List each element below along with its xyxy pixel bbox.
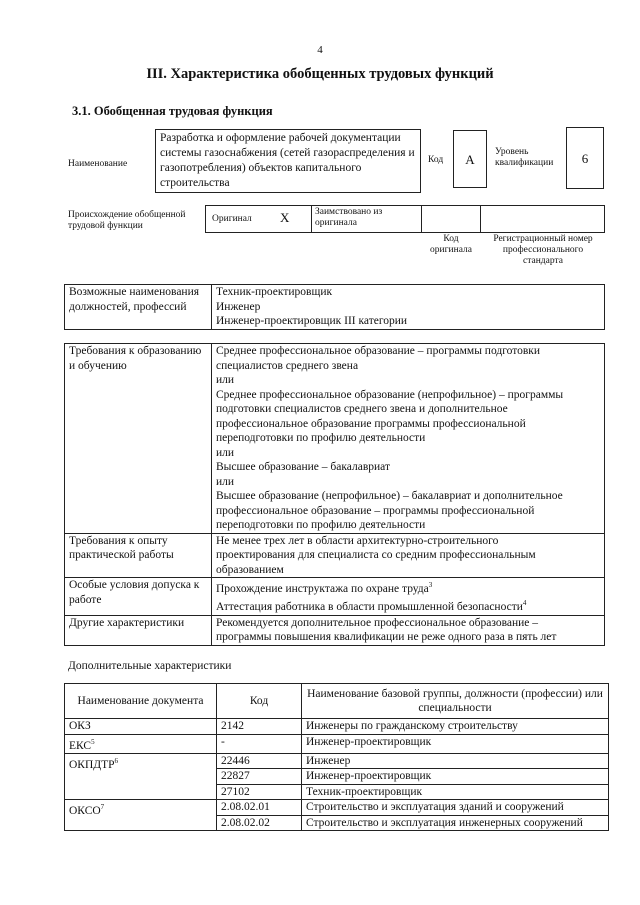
position-item: Техник-проектировщик — [216, 286, 333, 298]
education-values — [212, 344, 605, 534]
table-row — [65, 719, 609, 735]
code-cell: 27102 — [217, 784, 302, 800]
req-line: специалистов среднего звена — [216, 359, 359, 372]
header-name: Наименование базовой группы, должности (профессии) или специальности — [302, 684, 609, 719]
table-row — [65, 800, 609, 816]
req-line: Рекомендуется дополнительное профессиональное образование – — [216, 616, 539, 629]
function-name: Разработка и оформление рабочей документации системы газоснабжения (сетей газораспределения и газопотребления) объектов капитального строительства — [160, 132, 415, 189]
reg-number-caption: Регистрационный номер профессионального стандарта — [493, 234, 593, 266]
code-cell: - — [217, 734, 302, 753]
header-doc: Наименование документа — [65, 684, 217, 719]
header-code: Код — [217, 684, 302, 719]
code-value: А — [465, 152, 475, 167]
positions-values — [212, 285, 605, 330]
original-label: Оригинал — [212, 214, 252, 224]
level-label: Уровень квалификации — [495, 147, 554, 168]
name-cell: Инженер-проектировщик — [302, 769, 609, 785]
footnote-ref: 5 — [91, 737, 95, 746]
level-value: 6 — [581, 151, 589, 166]
name-cell: Техник-проектировщик — [302, 784, 609, 800]
req-line: Не менее трех лет в области архитектурно-строительного — [216, 534, 499, 547]
doc-cell: ЕКС — [69, 739, 92, 752]
special-conditions-label: Особые условия допуска к работе — [65, 578, 212, 616]
subsection-title: 3.1. Обобщенная трудовая функция — [72, 104, 273, 118]
footnote-ref: 6 — [114, 756, 119, 765]
req-line: Среднее профессиональное образование – программы подготовки — [216, 345, 541, 357]
req-line: Высшее образование (непрофильное) – бакалавриат и дополнительное — [216, 490, 563, 502]
original-mark: Х — [280, 210, 290, 225]
name-cell: Инженеры по гражданскому строительству — [302, 719, 609, 735]
code-box — [453, 130, 487, 188]
origin-label: Происхождение обобщенной трудовой функции — [68, 210, 186, 231]
doc-cell: ОКЗ — [69, 720, 91, 732]
req-line: проектирования для специалиста со средним профессиональным — [216, 549, 536, 561]
req-line: Высшее образование – бакалавриат — [216, 461, 390, 473]
name-cell: Строительство и эксплуатация зданий и сооружений — [302, 800, 609, 816]
code-original-caption: Код оригинала — [430, 234, 472, 255]
name-cell: Строительство и эксплуатация инженерных сооружений — [302, 815, 609, 831]
req-line: профессиональное образование программы профессиональной — [216, 417, 526, 430]
page-number: 4 — [317, 44, 323, 56]
req-line: подготовки специалистов среднего звена и дополнительное — [216, 403, 508, 415]
footnote-ref: 3 — [428, 581, 433, 589]
name-label: Наименование — [68, 159, 128, 169]
req-line: Аттестация работника в области промышленной безопасности$^4$ — [216, 599, 527, 614]
req-line: Среднее профессиональное образование (непрофильное) – программы — [216, 388, 564, 401]
req-line: Прохождение инструктажа по охране труда$^3$ — [216, 581, 433, 595]
code-label: Код — [428, 155, 444, 165]
special-conditions-values — [212, 578, 605, 616]
table-row — [65, 753, 609, 769]
code-cell: 2.08.02.02 — [217, 815, 302, 831]
footnote-ref: 7 — [100, 803, 105, 812]
requirements-table — [64, 343, 605, 646]
other-label: Другие характеристики — [65, 615, 212, 645]
position-item: Инженер-проектировщик III категории — [216, 315, 408, 327]
name-cell: Инженер — [302, 753, 609, 769]
table-row — [65, 734, 609, 753]
additional-table — [64, 683, 609, 831]
additional-title: Дополнительные характеристики — [68, 660, 232, 672]
code-cell: 22827 — [217, 769, 302, 785]
code-cell: 22446 — [217, 753, 302, 769]
position-item: Инженер — [216, 300, 261, 313]
function-name-box — [155, 129, 421, 193]
experience-label: Требования к опыту практической работы — [65, 533, 212, 578]
name-cell: Инженер-проектировщик — [302, 734, 609, 753]
req-line: переподготовки по профилю деятельности — [216, 432, 426, 444]
req-line: или — [216, 475, 235, 488]
borrowed-label: Заимствовано из оригинала — [315, 207, 383, 228]
req-line: программы повышения квалификации не реже одного раза в пять лет — [216, 631, 557, 644]
positions-table — [64, 284, 605, 330]
level-box — [566, 127, 604, 189]
other-values — [212, 615, 605, 645]
code-cell: 2.08.02.01 — [217, 800, 302, 816]
req-line: профессиональное образование – программы профессиональной — [216, 504, 535, 517]
req-line: переподготовки по профилю деятельности — [216, 519, 426, 531]
section-title: III. Характеристика обобщенных трудовых функций — [146, 66, 494, 82]
experience-values — [212, 533, 605, 578]
doc-cell: ОКСО — [69, 805, 101, 818]
req-line: или — [216, 374, 235, 386]
positions-label: Возможные наименования должностей, профессий — [65, 285, 212, 330]
code-cell: 2142 — [217, 719, 302, 735]
footnote-ref: 4 — [522, 599, 527, 608]
doc-cell: ОКПДТР — [69, 758, 115, 771]
req-line: или — [216, 446, 235, 459]
req-line: образованием — [216, 563, 284, 576]
education-label: Требования к образованию и обучению — [65, 344, 212, 534]
